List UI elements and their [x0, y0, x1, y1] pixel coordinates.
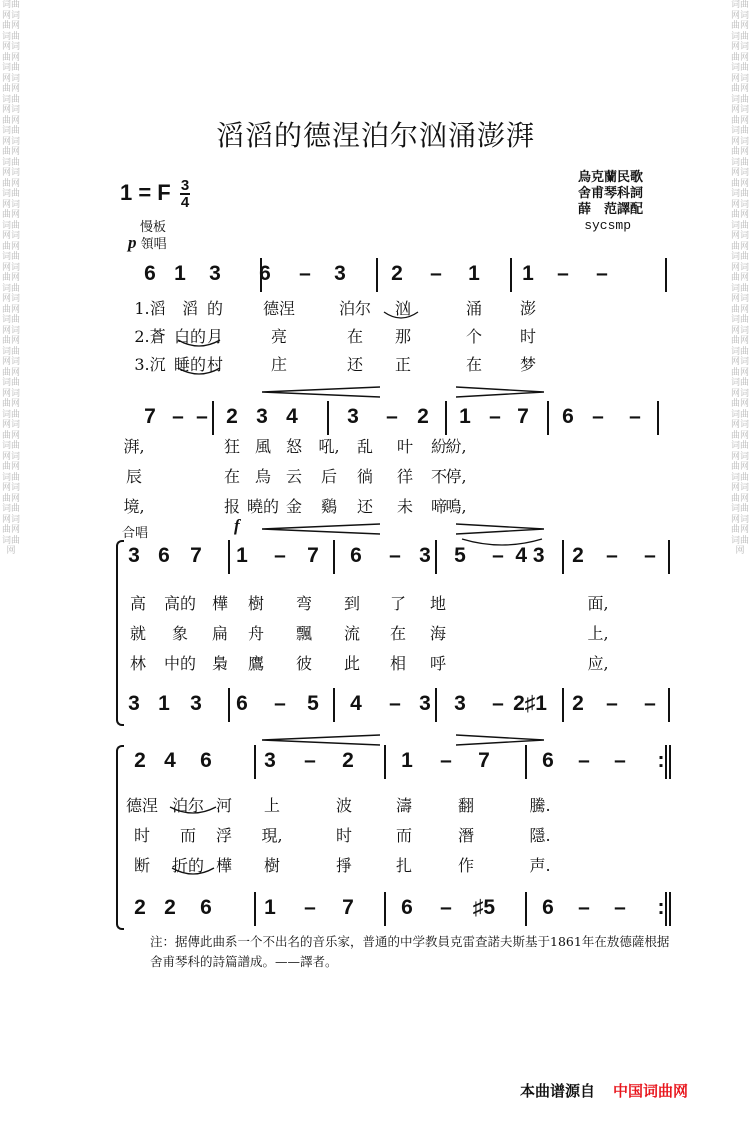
barline [668, 688, 670, 722]
lyric-word: 时 [519, 327, 537, 346]
lyric-word: 在 [389, 624, 407, 643]
lyric-word: 上 [263, 796, 281, 815]
dash-extension: – [614, 896, 626, 919]
note: 2 [417, 405, 429, 428]
note: 1 [236, 544, 248, 567]
lyric-word: 在 [465, 355, 483, 374]
lyric-word: 后 [320, 467, 338, 486]
dash-extension: – [492, 692, 504, 715]
barline [333, 688, 335, 722]
note: 5 [454, 544, 466, 567]
note: 1 [401, 749, 413, 772]
lyric-word: 地 [429, 594, 447, 613]
note: 2 [226, 405, 238, 428]
lyric-word: 鳴, [445, 497, 467, 516]
note: 4 [350, 692, 362, 715]
lyric-word: 村 [206, 355, 224, 374]
lyric-word: 了 [389, 594, 407, 613]
lyric-word: 紛, [445, 437, 467, 456]
barline [547, 401, 549, 435]
dash-extension: – [578, 749, 590, 772]
barline [657, 401, 659, 435]
dash-extension: – [389, 544, 401, 567]
barline [435, 688, 437, 722]
lyric-word: 那 [394, 327, 412, 346]
barline [562, 688, 564, 722]
lyric-word: 飄 [295, 624, 313, 643]
lyric-word: 报 [223, 497, 241, 516]
lyric-word: 境, [123, 497, 145, 516]
footnote: 注：据傳此曲系一个不出名的音乐家，普通的中学教員克雷查諾夫斯基于1861年在敖德薩根据舍甫琴科的詩篇譜成。——譯者。 [150, 934, 670, 969]
lyric-word: 高 [129, 594, 147, 613]
lyric-word: 还 [346, 355, 364, 374]
lyric-word: 乱 [356, 437, 374, 456]
note: 2 [164, 896, 176, 919]
key-label: 1 = F [120, 179, 171, 205]
source-site: 中国词曲网 [613, 1083, 689, 1100]
dash-extension: – [629, 405, 641, 428]
lyric-word: 曉的 [246, 497, 280, 516]
lyric-word: 应, [587, 654, 609, 673]
lyric-word: 潛 [457, 826, 475, 845]
lyric-word: 在 [346, 327, 364, 346]
barline [333, 540, 335, 574]
note: 2 [134, 749, 146, 772]
lyric-word: 面, [587, 594, 609, 613]
note: 3 [128, 544, 140, 567]
note: 6 [200, 896, 212, 919]
credits [578, 170, 643, 234]
lyric-word: 滔 [181, 299, 199, 318]
lyric-word: 睡的 [173, 355, 207, 374]
barline [668, 540, 670, 574]
dash-extension: – [644, 692, 656, 715]
barline [384, 892, 386, 926]
lyric-word: 月 [206, 327, 224, 346]
lyric-word: 2.蒼 [134, 327, 166, 346]
lyric-word: 騰. [529, 796, 551, 815]
lyric-word: 辰 [125, 467, 143, 486]
slur [176, 366, 222, 380]
credit-origin: 烏克蘭民歌 [578, 170, 644, 185]
lyric-word: 泊尔 [338, 299, 372, 318]
lyric-word: 鷹 [247, 654, 265, 673]
note: 6 [401, 896, 413, 919]
lyric-word: 未 [396, 497, 414, 516]
time-signature: $\frac{3}{4}$ [180, 177, 190, 211]
note: 6 [542, 749, 554, 772]
note: 2 [342, 749, 354, 772]
melody-line [120, 258, 680, 292]
lyric-word: 扁 [211, 624, 229, 643]
note: 2 [572, 544, 584, 567]
credit-lyricist: 舍甫琴科詞 [578, 186, 644, 201]
lyric-word: 澎 [519, 299, 537, 318]
lyric-word: 白的 [173, 327, 207, 346]
decrescendo-hairpin [456, 734, 544, 746]
watermark-left: 词曲网词曲网词曲网词曲网词曲网词曲网词曲网词曲网词曲网词曲网词曲网词曲网词曲网词曲网词曲网词曲网词曲网词曲网词曲网词曲网词曲网词曲网词曲网词曲网词曲网词曲网词曲网词曲网词曲网词曲网词曲网词曲网词曲网词曲网词曲网 [1, 0, 20, 556]
dash-extension: – [440, 896, 452, 919]
note: 3 [347, 405, 359, 428]
crescendo-hairpin [262, 386, 380, 398]
lead-marking [128, 233, 167, 253]
lyric-word: 舟 [247, 624, 265, 643]
lyric-word: 波 [335, 796, 353, 815]
slur [382, 310, 420, 324]
note: 3 [264, 749, 276, 772]
lyric-word: 象 [171, 624, 189, 643]
lyric-line [120, 591, 680, 613]
crescendo-hairpin [262, 734, 380, 746]
lyric-word: 云 [285, 467, 303, 486]
lyric-word: 声. [529, 856, 551, 875]
lyric-word: 隱. [529, 826, 551, 845]
lyric-word: 德涅 [262, 299, 296, 318]
slur [176, 338, 222, 352]
note: 3 [419, 692, 431, 715]
lyric-word: 德涅 [125, 796, 159, 815]
note: 1 [264, 896, 276, 919]
note: 7 [190, 544, 202, 567]
lyric-word: 此 [343, 654, 361, 673]
note: 4 [164, 749, 176, 772]
repeat-dots: : [657, 896, 665, 919]
dash-extension: – [440, 749, 452, 772]
lyric-word: 亮 [270, 327, 288, 346]
note: 4 [286, 405, 298, 428]
decrescendo-hairpin [456, 386, 544, 398]
slur [460, 537, 544, 551]
lyric-word: 樹 [247, 594, 265, 613]
lyric-word: 相 [389, 654, 407, 673]
note: 2 [134, 896, 146, 919]
lyric-line [120, 434, 680, 456]
lyric-line [120, 464, 680, 486]
lyric-word: 停, [445, 467, 467, 486]
lyric-word: 彼 [295, 654, 313, 673]
lyric-word: 梟 [211, 654, 229, 673]
lyric-word: 呼 [429, 654, 447, 673]
note: 3 [454, 692, 466, 715]
note: 5 [307, 692, 319, 715]
lyric-word: 在 [223, 467, 241, 486]
lyric-word: 現, [261, 826, 283, 845]
lyric-word: 而 [179, 826, 197, 845]
note: 3 [256, 405, 268, 428]
lyric-word: 金 [285, 497, 303, 516]
barline [254, 892, 256, 926]
lyric-word: 鷄 [320, 497, 338, 516]
lyric-word: 風 [254, 437, 272, 456]
lyric-word: 流 [343, 624, 361, 643]
lyric-word: 狂 [223, 437, 241, 456]
dash-extension: – [592, 405, 604, 428]
lyric-word: 徜 [356, 467, 374, 486]
barline [384, 745, 386, 779]
lyric-word: 河 [215, 796, 233, 815]
dynamic-f: f [234, 516, 240, 535]
lyric-word: 徉 [396, 467, 414, 486]
crescendo-hairpin [262, 523, 380, 535]
note: 2 [391, 262, 403, 285]
harmony-line [120, 892, 680, 926]
dash-extension: – [578, 896, 590, 919]
lyric-word: 个 [465, 327, 483, 346]
dash-extension: – [596, 262, 608, 285]
lyric-word: 吼, [318, 437, 340, 456]
note: 6 [350, 544, 362, 567]
lyric-word: 烏 [254, 467, 272, 486]
dash-extension: – [606, 544, 618, 567]
lyric-word: 3.沉 [134, 355, 166, 374]
note: 6 [200, 749, 212, 772]
barline [212, 401, 214, 435]
lyric-word: 时 [335, 826, 353, 845]
note: ♯5 [472, 896, 496, 919]
decrescendo-hairpin [456, 523, 544, 535]
lyric-word: 紛 [430, 437, 448, 456]
lyric-word: 时 [133, 826, 151, 845]
note: 3 [419, 544, 431, 567]
barline [327, 401, 329, 435]
note: 7 [307, 544, 319, 567]
lyric-word: 作 [457, 856, 475, 875]
dash-extension: – [304, 749, 316, 772]
dash-extension: – [386, 405, 398, 428]
barline [254, 745, 256, 779]
note: 7 [517, 405, 529, 428]
note: 2 [572, 692, 584, 715]
lyric-word: 樺 [215, 856, 233, 875]
lyric-word: 掙 [335, 856, 353, 875]
dash-extension: – [492, 544, 504, 567]
key-signature [120, 178, 190, 210]
dynamic-p: p [128, 233, 137, 252]
note: 3 [190, 692, 202, 715]
source-label: 本曲谱源自 [520, 1083, 596, 1100]
barline [665, 258, 667, 292]
note: 1 [522, 262, 534, 285]
repeat-dots: : [657, 749, 665, 772]
barline [435, 540, 437, 574]
dash-extension: – [299, 262, 311, 285]
lyric-word: 汹 [394, 299, 412, 318]
lyric-word: 翻 [457, 796, 475, 815]
lyric-word: 庄 [270, 355, 288, 374]
song-title: 滔滔的德涅泊尔汹涌澎湃 [215, 119, 535, 152]
uploader-tag: sycsmp [584, 218, 632, 233]
note: 6 [236, 692, 248, 715]
dash-extension: – [389, 692, 401, 715]
melody-line [120, 745, 680, 779]
dash-extension: – [274, 544, 286, 567]
note: 1 [459, 405, 471, 428]
note: 7 [144, 405, 156, 428]
melody-line [120, 540, 680, 574]
note: 6 [158, 544, 170, 567]
lyric-line [120, 621, 680, 643]
lyric-word: 而 [395, 826, 413, 845]
lyric-word: 1.滔 [134, 299, 166, 318]
lyric-word: 上, [587, 624, 609, 643]
lyric-word: 断 [133, 856, 151, 875]
note: 6 [144, 262, 156, 285]
lyric-word: 啼 [430, 497, 448, 516]
lyric-word: 濤 [395, 796, 413, 815]
lyric-word: 怒 [285, 437, 303, 456]
lyric-word: 湃, [123, 437, 145, 456]
lyric-word: 还 [356, 497, 374, 516]
dash-extension: – [430, 262, 442, 285]
barline [525, 745, 527, 779]
lyric-word: 中的 [163, 654, 197, 673]
lyric-word: 林 [129, 654, 147, 673]
repeat-barline [665, 892, 671, 926]
barline [525, 892, 527, 926]
system-bracket [116, 745, 124, 930]
lyric-word: 扎 [395, 856, 413, 875]
note: 7 [478, 749, 490, 772]
note: 1 [158, 692, 170, 715]
note: 6 [542, 896, 554, 919]
dash-extension: – [196, 405, 208, 428]
barline [445, 401, 447, 435]
harmony-line [120, 688, 680, 722]
note: 6 [259, 262, 271, 285]
note: 3 [209, 262, 221, 285]
source-line [520, 1080, 688, 1101]
lyric-word: 就 [129, 624, 147, 643]
lyric-word: 梦 [519, 355, 537, 374]
lyric-word: 的 [206, 299, 224, 318]
lyric-word: 不 [430, 467, 448, 486]
lyric-word: 折的 [171, 856, 205, 875]
dash-extension: – [304, 896, 316, 919]
lyric-word: 海 [429, 624, 447, 643]
lyric-word: 正 [394, 355, 412, 374]
barline [228, 540, 230, 574]
barline [228, 688, 230, 722]
repeat-barline [665, 745, 671, 779]
barline [562, 540, 564, 574]
credit-translator: 薛 范譯配 [578, 202, 644, 217]
lyric-word: 到 [343, 594, 361, 613]
dash-extension: – [557, 262, 569, 285]
system-bracket [116, 540, 124, 726]
chorus-label: 合唱 [122, 526, 149, 541]
dash-extension: – [614, 749, 626, 772]
lyric-word: 泊尔 [171, 796, 205, 815]
watermark-right: 词曲网词曲网词曲网词曲网词曲网词曲网词曲网词曲网词曲网词曲网词曲网词曲网词曲网词曲网词曲网词曲网词曲网词曲网词曲网词曲网词曲网词曲网词曲网词曲网词曲网词曲网词曲网词曲网词曲网词曲网词曲网词曲网词曲网词曲网词曲网 [730, 0, 749, 556]
lyric-line [120, 823, 680, 845]
note: 7 [342, 896, 354, 919]
dynamic-f-wrap [234, 516, 240, 536]
note: 1 [468, 262, 480, 285]
dash-extension: – [606, 692, 618, 715]
note: 2♯1 [513, 692, 547, 715]
note: 4 3 [515, 544, 545, 567]
dash-extension: – [172, 405, 184, 428]
slur [170, 866, 216, 880]
melody-line [120, 401, 680, 435]
lyric-word: 叶 [396, 437, 414, 456]
note: 1 [174, 262, 186, 285]
lyric-word: 高的 [163, 594, 197, 613]
lyric-line [120, 494, 680, 516]
dash-extension: – [489, 405, 501, 428]
note: 3 [128, 692, 140, 715]
lyric-word: 弯 [295, 594, 313, 613]
lyric-word: 樺 [211, 594, 229, 613]
slur [168, 805, 218, 819]
lyric-line [120, 651, 680, 673]
lyric-word: 浮 [215, 826, 233, 845]
tempo-marking: 慢板 [140, 220, 167, 235]
lyric-word: 樹 [263, 856, 281, 875]
lyric-word: 涌 [465, 299, 483, 318]
barline [510, 258, 512, 292]
note: 3 [334, 262, 346, 285]
barline [376, 258, 378, 292]
lead-label: 領唱 [140, 237, 167, 252]
note: 6 [562, 405, 574, 428]
dash-extension: – [274, 692, 286, 715]
dash-extension: – [644, 544, 656, 567]
